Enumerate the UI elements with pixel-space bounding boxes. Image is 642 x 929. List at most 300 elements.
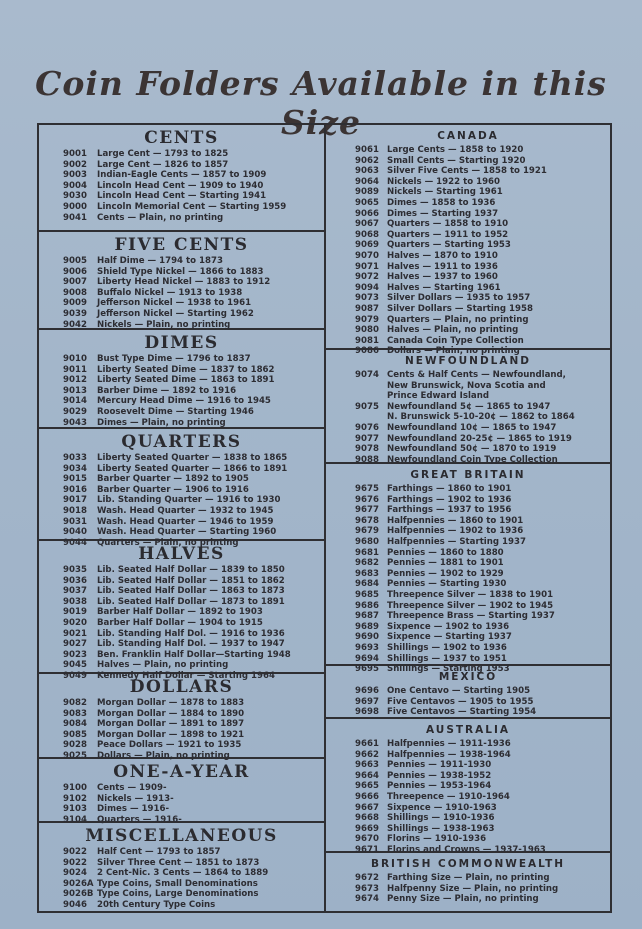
folder-list-item <box>43 277 320 288</box>
folder-number: 9042 <box>63 319 87 330</box>
folder-description: Jefferson Nickel — 1938 to 1961 <box>97 298 252 309</box>
folder-list-item <box>43 213 320 224</box>
folder-number: 9061 <box>355 145 379 155</box>
folder-description: Quarters — Plain, no printing <box>387 314 529 325</box>
folder-number: 9026A <box>63 878 94 889</box>
folder-number: 9690 <box>355 632 379 643</box>
section-heading: BRITISH COMMONWEALTH <box>370 858 566 870</box>
folder-list-item <box>330 601 606 612</box>
folder-number: 9104 <box>63 814 87 825</box>
folder-description: Threepence Silver — 1902 to 1945 <box>387 600 554 611</box>
folder-list-item <box>330 824 606 835</box>
folder-number: 9669 <box>355 823 379 834</box>
folder-number: 9086 <box>355 346 379 357</box>
folder-description: Quarters — Plain, no printing <box>97 537 239 548</box>
folder-list-item <box>330 771 606 782</box>
folder-number: 9001 <box>63 149 87 159</box>
folder-description: Lib. Seated Half Dollar — 1863 to 1873 <box>97 586 285 597</box>
folder-list-item <box>330 537 606 548</box>
folder-number: 9033 <box>63 453 87 463</box>
folder-description: Quarters — Starting 1953 <box>387 240 511 251</box>
folder-number: 9696 <box>355 686 379 696</box>
folder-description: Pennies — 1953-1964 <box>387 781 492 792</box>
folder-number: 9693 <box>355 642 379 653</box>
folder-description: Shillings — 1937 to 1951 <box>387 653 507 664</box>
section-heading: QUARTERS <box>121 432 242 452</box>
folder-description: Nickels — Starting 1961 <box>387 187 503 198</box>
catalog-frame <box>37 123 612 913</box>
folder-description: Five Centavos — 1905 to 1955 <box>387 696 534 707</box>
folder-description: Dimes — Starting 1937 <box>387 208 499 219</box>
folder-description: Lincoln Memorial Cent — Starting 1959 <box>97 201 287 212</box>
folder-list-item <box>330 412 606 423</box>
folder-description: Farthings — 1902 to 1936 <box>387 494 512 505</box>
folder-description: Half Dime — 1794 to 1873 <box>97 256 223 266</box>
folder-list-item <box>330 293 606 304</box>
folder-description: Cents & Half Cents — Newfoundland, <box>387 370 566 380</box>
folder-number: 9078 <box>355 444 379 455</box>
folder-list-item <box>43 794 320 805</box>
folder-number: 9016 <box>63 484 87 495</box>
folder-list-item <box>43 309 320 320</box>
folder-number: 9083 <box>63 708 87 719</box>
folder-number: 9030 <box>63 191 87 202</box>
folder-description: Florins and Crowns — 1937-1963 <box>387 844 546 855</box>
folder-list-item <box>330 873 606 884</box>
folder-list-item <box>330 686 606 697</box>
section-heading: CANADA <box>437 130 499 142</box>
folder-description: Morgan Dollar — 1884 to 1890 <box>97 708 245 719</box>
folder-number: 9102 <box>63 793 87 804</box>
folder-description: Liberty Seated Dime — 1837 to 1862 <box>97 364 275 375</box>
folder-description: Pennies — 1902 to 1929 <box>387 568 504 579</box>
folder-description: Kennedy Half Dollar — Starting 1964 <box>97 670 275 681</box>
section-australia <box>326 719 610 853</box>
left-column <box>39 125 326 911</box>
folder-number: 9100 <box>63 783 87 793</box>
folder-number: 9066 <box>355 208 379 219</box>
folder-description: Cents — Plain, no printing <box>97 212 224 223</box>
folder-description: Bust Type Dime — 1796 to 1837 <box>97 354 251 364</box>
folder-number: 9068 <box>355 229 379 240</box>
folder-list-item <box>330 166 606 177</box>
folder-list-item <box>330 611 606 622</box>
folder-description: Newfoundland 50¢ — 1870 to 1919 <box>387 444 557 455</box>
folder-description: N. Brunswick 5-10-20¢ — 1862 to 1864 <box>387 412 575 423</box>
folder-list-item <box>330 156 606 167</box>
folder-description: Nickels — Plain, no printing <box>97 319 231 330</box>
folder-description: Roosevelt Dime — Starting 1946 <box>97 406 254 417</box>
folder-description: Lib. Standing Quarter — 1916 to 1930 <box>97 495 281 506</box>
folder-description: Large Cent — 1793 to 1825 <box>97 149 229 159</box>
folder-description: Sixpence — 1902 to 1936 <box>387 621 510 632</box>
folder-description: Threepence Brass — Starting 1937 <box>387 611 555 622</box>
folder-list-item <box>43 597 320 608</box>
folder-number: 9020 <box>63 617 87 628</box>
folder-description: Silver Dollars — Starting 1958 <box>387 303 533 314</box>
folder-list-item <box>330 187 606 198</box>
folder-number: 9674 <box>355 894 379 905</box>
folder-description: Peace Dollars — 1921 to 1935 <box>97 740 242 751</box>
folder-number: 9040 <box>63 527 87 538</box>
section-dollars <box>39 674 324 759</box>
folder-list-item <box>330 792 606 803</box>
folder-number: 9094 <box>355 282 379 293</box>
folder-list-item <box>43 485 320 496</box>
section-halves <box>39 541 324 681</box>
folder-list-item <box>330 781 606 792</box>
folder-list-item <box>330 622 606 633</box>
folder-list-item <box>330 240 606 251</box>
folder-number: 9671 <box>355 844 379 855</box>
folder-list-item <box>43 889 320 900</box>
folder-list-item <box>330 381 606 392</box>
folder-number: 9004 <box>63 180 87 191</box>
folder-list-item <box>43 660 320 671</box>
section-heading: NEWFOUNDLAND <box>405 355 531 367</box>
folder-number: 9022 <box>63 847 87 857</box>
folder-list-item <box>43 396 320 407</box>
folder-number: 9662 <box>355 749 379 760</box>
folder-description: Farthings — 1860 to 1901 <box>387 484 512 494</box>
folder-number: 9080 <box>355 325 379 336</box>
folder-description: Mercury Head Dime — 1916 to 1945 <box>97 396 271 407</box>
folder-description: Newfoundland 20-25¢ — 1865 to 1919 <box>387 433 572 444</box>
folder-description: Small Cents — Starting 1920 <box>387 155 526 166</box>
folder-list-item <box>330 760 606 771</box>
section-canada <box>326 125 610 357</box>
folder-description: Farthing Size — Plain, no printing <box>387 873 550 883</box>
folder-description: Liberty Seated Quarter — 1838 to 1865 <box>97 453 288 463</box>
folder-description: Wash. Head Quarter — 1946 to 1959 <box>97 516 274 527</box>
folder-number: 9065 <box>355 197 379 208</box>
folder-number: 9089 <box>355 187 379 198</box>
folder-number: 9017 <box>63 495 87 506</box>
folder-number: 9681 <box>355 547 379 558</box>
folder-description: Halfpenny Size — Plain, no printing <box>387 883 559 894</box>
folder-number: 9012 <box>63 375 87 386</box>
folder-number: 9668 <box>355 813 379 824</box>
section-newfoundland <box>326 350 610 464</box>
folder-description: Pennies — 1911-1930 <box>387 760 492 771</box>
folder-list-item <box>330 370 606 381</box>
folder-number: 9046 <box>63 899 87 910</box>
folder-list-item <box>43 900 320 911</box>
folder-description: Halves — 1937 to 1960 <box>387 272 498 283</box>
folder-description: Halfpennies — Starting 1937 <box>387 536 526 547</box>
folder-list-item <box>43 858 320 869</box>
folder-number: 9011 <box>63 364 87 375</box>
folder-list-item <box>330 803 606 814</box>
folder-description: Halfpennies — 1911-1936 <box>387 739 511 749</box>
folder-list-item <box>330 230 606 241</box>
folder-list-item <box>43 730 320 741</box>
folder-number: 9687 <box>355 611 379 622</box>
section-five-cents <box>39 232 324 330</box>
folder-description: Newfoundland 5¢ — 1865 to 1947 <box>387 401 551 412</box>
folder-list-item <box>330 198 606 209</box>
folder-list-item <box>43 709 320 720</box>
folder-list-item <box>330 434 606 445</box>
folder-list-item <box>43 298 320 309</box>
folder-description: Barber Quarter — 1906 to 1916 <box>97 484 249 495</box>
folder-list-item <box>330 813 606 824</box>
folder-number: 9031 <box>63 516 87 527</box>
folder-list-item <box>43 149 320 160</box>
section-cents <box>39 125 324 232</box>
folder-description: Pennies — 1881 to 1901 <box>387 558 504 569</box>
folder-description: Pennies — Starting 1930 <box>387 579 507 590</box>
folder-description: Newfoundland 10¢ — 1865 to 1947 <box>387 422 557 433</box>
folder-list-item <box>330 526 606 537</box>
folder-description: Dimes — 1916- <box>97 804 170 815</box>
folder-list-item <box>330 579 606 590</box>
folder-list-item <box>43 354 320 365</box>
folder-number: 9007 <box>63 277 87 288</box>
folder-description: Quarters — 1911 to 1952 <box>387 229 509 240</box>
folder-list-item <box>43 650 320 661</box>
folder-list-item <box>330 209 606 220</box>
folder-list-item <box>43 160 320 171</box>
folder-number: 9680 <box>355 536 379 547</box>
folder-description: Type Coins, Small Denominations <box>97 878 258 889</box>
folder-list-item <box>43 407 320 418</box>
folder-number: 9684 <box>355 579 379 590</box>
folder-number: 9049 <box>63 670 87 681</box>
folder-description: Prince Edward Island <box>387 391 489 402</box>
folder-number: 9043 <box>63 417 87 428</box>
folder-list-item <box>43 365 320 376</box>
folder-number: 9002 <box>63 159 87 170</box>
folder-number: 9663 <box>355 760 379 771</box>
folder-description: Lincoln Head Cent — Starting 1941 <box>97 191 267 202</box>
folder-description: Ben. Franklin Half Dollar—Starting 1948 <box>97 649 291 660</box>
folder-description: Halfpennies — 1938-1964 <box>387 749 511 760</box>
folder-list-item <box>43 740 320 751</box>
folder-list-item <box>43 474 320 485</box>
folder-number: 9697 <box>355 696 379 707</box>
right-column <box>326 125 610 911</box>
folder-number: 9698 <box>355 707 379 718</box>
folder-number: 9679 <box>355 526 379 537</box>
folder-description: Quarters — 1916- <box>97 814 182 825</box>
folder-list-item <box>43 804 320 815</box>
folder-list-item <box>43 267 320 278</box>
folder-number: 9071 <box>355 261 379 272</box>
folder-list-item <box>330 643 606 654</box>
section-heading: FIVE CENTS <box>114 235 249 255</box>
folder-number <box>330 412 383 423</box>
folder-number: 9006 <box>63 266 87 277</box>
folder-description: Halves — 1911 to 1936 <box>387 261 498 272</box>
folder-description: Shillings — 1902 to 1936 <box>387 642 507 653</box>
folder-number: 9661 <box>355 739 379 749</box>
folder-list-item <box>43 576 320 587</box>
folder-number: 9087 <box>355 303 379 314</box>
folder-description: Lib. Standing Half Dol. — 1937 to 1947 <box>97 639 285 650</box>
folder-number: 9082 <box>63 698 87 708</box>
folder-number: 9074 <box>355 370 379 380</box>
folder-list-item <box>330 697 606 708</box>
section-heading: AUSTRALIA <box>426 724 510 736</box>
folder-number: 9073 <box>355 293 379 304</box>
folder-description: Newfoundland Coin Type Collection <box>387 454 558 465</box>
folder-description: Morgan Dollar — 1878 to 1883 <box>97 698 245 708</box>
folder-description: Lib. Seated Half Dollar — 1851 to 1862 <box>97 575 285 586</box>
folder-list-item <box>330 177 606 188</box>
folder-list-item <box>330 391 606 402</box>
folder-number: 9029 <box>63 406 87 417</box>
folder-description: Threepence — 1910-1964 <box>387 791 510 802</box>
folder-number: 9062 <box>355 155 379 166</box>
folder-list-item <box>330 654 606 665</box>
folder-number: 9676 <box>355 494 379 505</box>
folder-description: One Centavo — Starting 1905 <box>387 686 531 696</box>
folder-list-item <box>330 505 606 516</box>
folder-number: 9027 <box>63 639 87 650</box>
folder-description: Shield Type Nickel — 1866 to 1883 <box>97 266 264 277</box>
folder-number: 9689 <box>355 621 379 632</box>
page-title: Coin Folders Available in this Size <box>35 64 607 142</box>
folder-number: 9019 <box>63 607 87 618</box>
folder-number: 9070 <box>355 250 379 261</box>
folder-description: Penny Size — Plain, no printing <box>387 894 539 905</box>
folder-list-item <box>43 386 320 397</box>
folder-description: Liberty Seated Dime — 1863 to 1891 <box>97 375 275 386</box>
folder-list-item <box>330 558 606 569</box>
folder-number: 9694 <box>355 653 379 664</box>
section-heading: DIMES <box>144 333 219 353</box>
folder-description: Shillings — 1938-1963 <box>387 823 495 834</box>
folder-list-item <box>330 739 606 750</box>
folder-description: Pennies — 1938-1952 <box>387 770 492 781</box>
folder-number: 9021 <box>63 628 87 639</box>
folder-description: Dimes — Plain, no printing <box>97 417 226 428</box>
folder-list-item <box>330 444 606 455</box>
folder-description: Silver Five Cents — 1858 to 1921 <box>387 166 547 177</box>
folder-description: Canada Coin Type Collection <box>387 335 524 346</box>
folder-description: Jefferson Nickel — Starting 1962 <box>97 308 254 319</box>
folder-description: Shillings — Starting 1953 <box>387 664 510 675</box>
folder-number: 9026B <box>63 889 94 900</box>
folder-description: 20th Century Type Coins <box>97 899 216 910</box>
folder-number: 9022 <box>63 857 87 868</box>
folder-list-item <box>43 527 320 538</box>
folder-list-item <box>43 607 320 618</box>
folder-description: Halfpennies — 1902 to 1936 <box>387 526 524 537</box>
folder-number: 9672 <box>355 873 379 883</box>
folder-list-item <box>330 495 606 506</box>
folder-description: Lib. Seated Half Dollar — 1873 to 1891 <box>97 596 285 607</box>
folder-list-item <box>330 304 606 315</box>
folder-number: 9072 <box>355 272 379 283</box>
folder-number: 9675 <box>355 484 379 494</box>
folder-list-item <box>330 336 606 347</box>
folder-number: 9670 <box>355 834 379 845</box>
folder-number: 9683 <box>355 568 379 579</box>
folder-list-item <box>330 894 606 905</box>
folder-description: Pennies — 1860 to 1880 <box>387 547 504 558</box>
folder-number: 9088 <box>355 454 379 465</box>
folder-list-item <box>43 639 320 650</box>
section-heading: HALVES <box>138 544 225 564</box>
folder-list-item <box>330 632 606 643</box>
folder-number: 9025 <box>63 750 87 761</box>
folder-number: 9045 <box>63 660 87 671</box>
folder-description: Buffalo Nickel — 1913 to 1938 <box>97 287 243 298</box>
folder-list-item <box>43 879 320 890</box>
folder-description: Halves — 1870 to 1910 <box>387 250 498 261</box>
folder-list-item <box>330 325 606 336</box>
folder-list-item <box>330 884 606 895</box>
section-heading: ONE-A-YEAR <box>113 762 250 782</box>
folder-description: Half Cent — 1793 to 1857 <box>97 847 221 857</box>
section-heading: DOLLARS <box>129 677 234 697</box>
folder-number: 9076 <box>355 422 379 433</box>
folder-description: Large Cent — 1826 to 1857 <box>97 159 229 170</box>
folder-description: Barber Half Dollar — 1904 to 1915 <box>97 617 263 628</box>
folder-description: Nickels — 1922 to 1960 <box>387 176 501 187</box>
folder-list-item <box>43 181 320 192</box>
section-great-britain <box>326 464 610 675</box>
folder-description: Shillings — 1910-1936 <box>387 813 495 824</box>
folder-number: 9023 <box>63 649 87 660</box>
folder-description: Farthings — 1937 to 1956 <box>387 505 512 516</box>
folder-number: 9084 <box>63 719 87 730</box>
folder-list-item <box>43 464 320 475</box>
folder-list-item <box>330 315 606 326</box>
folder-description: Sixpence — 1910-1963 <box>387 802 497 813</box>
folder-description: Nickels — 1913- <box>97 793 174 804</box>
folder-number: 9667 <box>355 802 379 813</box>
folder-list-item <box>43 847 320 858</box>
folder-number: 9666 <box>355 791 379 802</box>
folder-description: Silver Dollars — 1935 to 1957 <box>387 293 531 304</box>
folder-list-item <box>330 834 606 845</box>
folder-description: Barber Half Dollar — 1892 to 1903 <box>97 607 263 618</box>
folder-number: 9673 <box>355 883 379 894</box>
folder-description: Lib. Standing Half Dol. — 1916 to 1936 <box>97 628 285 639</box>
folder-list-item <box>43 629 320 640</box>
folder-list-item <box>43 202 320 213</box>
folder-description: Cents — 1909- <box>97 783 167 793</box>
folder-list-item <box>330 283 606 294</box>
folder-description: Threepence Silver — 1838 to 1901 <box>387 589 554 600</box>
folder-description: Dimes — 1858 to 1936 <box>387 197 496 208</box>
folder-number: 9005 <box>63 256 87 266</box>
section-heading: GREAT BRITAIN <box>410 469 526 481</box>
folder-list-item <box>43 565 320 576</box>
folder-description: Barber Dime — 1892 to 1916 <box>97 385 237 396</box>
folder-list-item <box>330 262 606 273</box>
folder-number: 9013 <box>63 385 87 396</box>
folder-description: Wash. Head Quarter — 1932 to 1945 <box>97 505 274 516</box>
folder-list-item <box>43 191 320 202</box>
folder-description: New Brunswick, Nova Scotia and <box>387 380 546 391</box>
folder-number: 9695 <box>355 664 379 675</box>
folder-list-item <box>43 375 320 386</box>
folder-list-item <box>330 548 606 559</box>
folder-number: 9036 <box>63 575 87 586</box>
folder-number: 9682 <box>355 558 379 569</box>
folder-description: Silver Three Cent — 1851 to 1873 <box>97 857 260 868</box>
folder-number: 9103 <box>63 804 87 815</box>
folder-list-item <box>43 288 320 299</box>
folder-list-item <box>330 423 606 434</box>
folder-number: 9041 <box>63 212 87 223</box>
folder-number: 9008 <box>63 287 87 298</box>
folder-number <box>330 381 383 392</box>
